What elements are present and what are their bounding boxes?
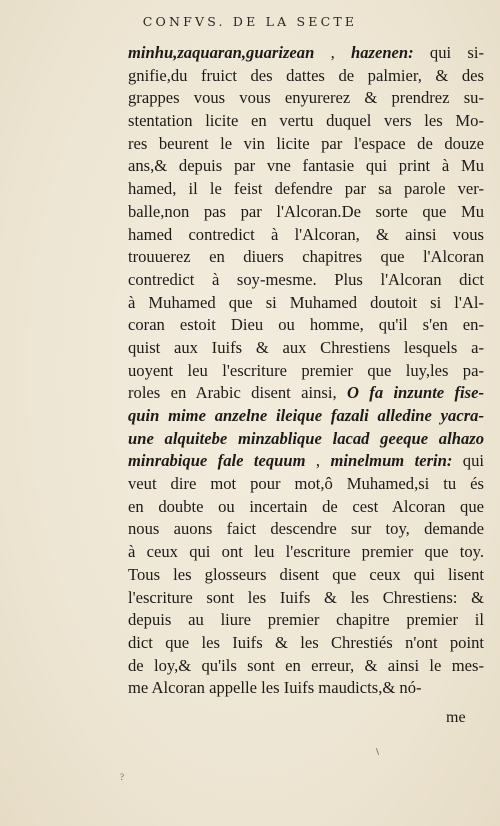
- text-segment: à ceux qui ont leu l'escriture premier que toy.: [128, 542, 484, 562]
- text-line: [128, 337, 484, 360]
- text-segment: trouuerez en diuers chapitres que l'Alcoran: [128, 247, 484, 267]
- text-line: [128, 382, 484, 405]
- text-line: [128, 518, 484, 541]
- text-segment: en doubte ou incertain de cest Alcoran que: [128, 496, 484, 516]
- italic-arabic-transliteration: une alquitebe minzablique lacad geeque alhazo: [128, 428, 484, 448]
- text-segment: hamed contredict à l'Alcoran, & ainsi vous: [128, 224, 484, 244]
- text-line: [128, 65, 484, 88]
- text-line: [128, 246, 484, 269]
- text-segment: res beurent le vin licite par l'espace de douze: [128, 133, 484, 153]
- text-line: [128, 587, 484, 610]
- text-segment: Tous les glosseurs disent que ceux qui lisent: [128, 564, 484, 584]
- text-line: [128, 155, 484, 178]
- italic-arabic-transliteration: quin mime anzelne ileique fazali alledine yacra-: [128, 406, 484, 425]
- text-line: [128, 360, 484, 383]
- text-line: [128, 677, 484, 700]
- text-segment: ans,& depuis par vne fantasie qui print à Mu: [128, 156, 484, 176]
- italic-arabic-transliteration: hazenen:: [350, 43, 414, 62]
- text-segment: à Muhamed que si Muhamed doutoit si l'Al-: [128, 292, 484, 312]
- text-segment: coran estoit Dieu ou homme, qu'il s'en en-: [128, 315, 484, 335]
- text-segment: ,: [314, 43, 351, 62]
- text-segment: hamed, il le feist defendre par sa parole ver-: [128, 179, 484, 199]
- text-line: [128, 269, 484, 292]
- text-line: [128, 178, 484, 201]
- text-segment: qui si-: [413, 43, 484, 62]
- text-line: [128, 405, 484, 428]
- text-line: [128, 42, 484, 65]
- text-segment: gnifie,du fruict des dattes de palmier, & des: [128, 65, 484, 85]
- text-line: [128, 609, 484, 632]
- text-line: [128, 224, 484, 247]
- body-text: [128, 42, 484, 700]
- text-line: [128, 87, 484, 110]
- text-line: [128, 541, 484, 564]
- text-segment: uoyent leu l'escriture premier que luy,les pa-: [128, 360, 484, 380]
- text-segment: dict que les Iuifs & les Chrestiés n'ont point: [128, 632, 484, 652]
- italic-arabic-transliteration: O fa inzunte fise-: [346, 383, 484, 403]
- ink-speck: [376, 748, 379, 755]
- text-line: [128, 473, 484, 496]
- text-line: [128, 314, 484, 337]
- text-line: [128, 292, 484, 315]
- text-segment: qui: [452, 451, 484, 471]
- text-segment: de loy,& qu'ils sont en erreur, & ainsi le mes-: [128, 655, 484, 675]
- text-segment: veut dire mot pour mot,ô Muhamed,si tu és: [128, 474, 484, 494]
- text-segment: grappes vous vous enyurerez & prendrez su-: [128, 88, 484, 108]
- text-segment: balle,non pas par l'Alcoran.De sorte que Mu: [128, 201, 484, 221]
- text-line: [128, 428, 484, 451]
- italic-arabic-transliteration: minrabique fale tequum: [128, 451, 306, 471]
- text-line: [128, 201, 484, 224]
- text-segment: nous auons faict descendre sur toy, demande: [128, 519, 484, 539]
- text-line: [128, 450, 484, 473]
- text-line: [128, 655, 484, 678]
- footer-mark: ?: [120, 772, 124, 782]
- text-segment: quist aux Iuifs & aux Chrestiens lesquels a-: [128, 337, 484, 357]
- italic-arabic-transliteration: minhu,zaquaran,guarizean: [128, 43, 315, 62]
- text-line: [128, 496, 484, 519]
- text-line: [128, 110, 484, 133]
- text-segment: stentation licite en vertu duquel vers les Mo-: [128, 111, 484, 131]
- text-segment: ,: [305, 451, 331, 471]
- running-head: CONFVS. DE LA SECTE: [142, 14, 358, 29]
- text-segment: depuis au liure premier chapitre premier il: [128, 610, 484, 630]
- text-segment: me Alcoran appelle les Iuifs maudicts,& nó-: [128, 678, 422, 698]
- catchword: me: [446, 709, 466, 726]
- text-segment: roles en Arabic disent ainsi,: [128, 383, 347, 403]
- italic-arabic-transliteration: minelmum terin:: [330, 451, 453, 471]
- text-segment: contredict à soy-mesme. Plus l'Alcoran dict: [128, 269, 484, 289]
- text-segment: l'escriture sont les Iuifs & les Chrestiens: &: [128, 587, 484, 607]
- text-line: [128, 133, 484, 156]
- text-line: [128, 564, 484, 587]
- text-line: [128, 632, 484, 655]
